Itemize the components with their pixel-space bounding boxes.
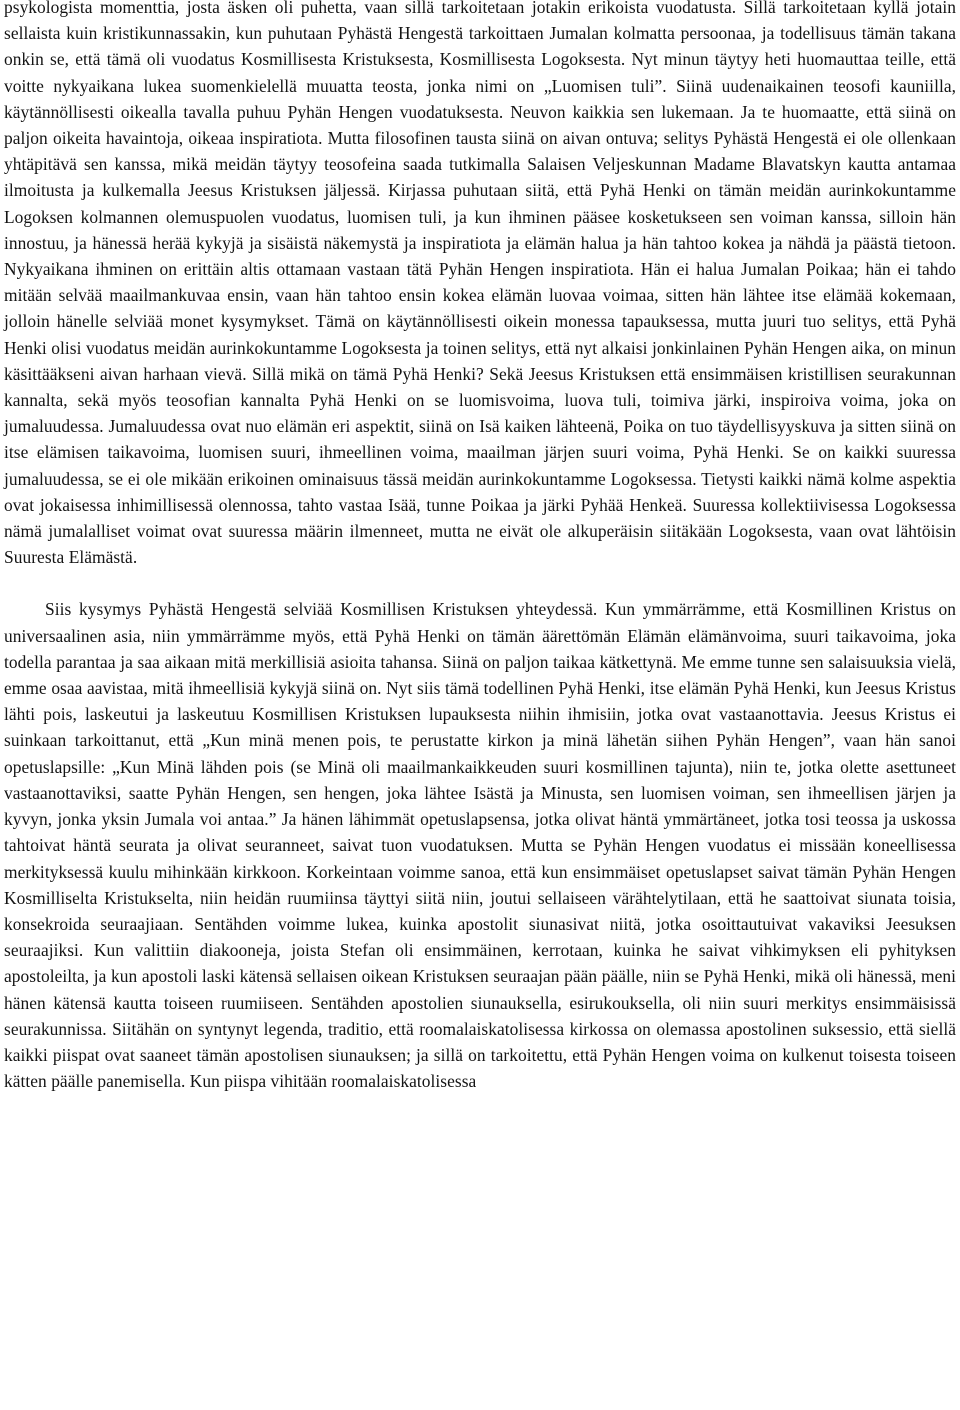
paragraph-2: Siis kysymys Pyhästä Hengestä selviää Kosmillisen Kristuksen yhteydessä. Kun ymmärrämme, että Kosmillinen Kristus on universaalinen asia, niin ymmärrämme myös, että Pyhä Henki on tämän äärettömän Elämän elämänvoima, suuri taikavoima, joka todella parantaa ja saa aikaan mitä merkillisiä asioita tahansa. Siinä on paljon taikaa kätkettynä. Me emme tunne sen salaisuuksia vielä, emme osaa aavistaa, mitä ihmeellisiä kykyjä siinä on. Nyt siis tämä todellinen Pyhä Henki, itse elämän Pyhä Henki, kun Jeesus Kristus lähti pois, laskeutui ja laskeutuu Kosmillisen Kristuksen lupauksesta niihin ihmisiin, jotka ovat vastaanottavia. Jeesus Kristus ei suinkaan tarkoittanut, että „Kun minä menen pois, te perustatte kirkon ja minä lähetän siihen Pyhän Hengen”, vaan hän sanoi opetuslapsille: „Kun Minä lähden pois (se Minä oli maailmankaikkeuden suuri kosmillinen tajunta), niin te, jotka olette asettuneet vastaanottaviksi, saatte Pyhän Hengen, sen hengen, joka lähtee Isästä ja Minusta, sen luomisen voiman, sen ihmeellisen järjen ja kyvyn, jonka yksin Jumala voi antaa.” Ja hänen lähimmät opetuslapsensa, jotka olivat häntä ymmärtäneet, jotka tosi teossa ja uskossa tahtoivat häntä seurata ja olivat seuranneet, saivat tuon vuodatuksen. Mutta se Pyhän Hengen vuodatus ei missään koneellisessa merkityksessä kuulu mihinkään kirkkoon. Korkeintaan voimme sanoa, että kun ensimmäiset opetuslapset saivat tämän Pyhän Hengen Kosmilliselta Kristukselta, niin heidän ruumiinsa täyttyi siitä niin, joutui sellaiseen värähtelytilaan, että he saattoivat siunata toisia, konsekroida seuraajiaan. Sentähden voimme lukea, kuinka apostolit siunasivat niitä, jotka osoittautuivat vakaviksi Jeesuksen seuraajiksi. Kun valittiin diakooneja, joista Stefan oli ensimmäinen, kerrotaan, kuinka he saivat vihkimyksen eli pyhityksen apostoleilta, ja kun apostoli laski kätensä sellaisen oikean Kristuksen seuraajan pään päälle, niin se Pyhä Henki, mikä oli hänessä, meni hänen kätensä kautta toiseen ruumiiseen. Sentähden apostolien siunauksella, esirukouksella, oli niin suuri merkitys ensimmäisissä seurakunnissa. Siitähän on syntynyt legenda, traditio, että roomalaiskatolisessa kirkossa on olemassa apostolinen suksessio, että siellä kaikki piispat ovat saaneet tämän apostolisen siunauksen; ja sillä on tarkoitettu, että Pyhän Hengen voima on kulkenut toisesta toiseen kätten päälle panemisella. Kun piispa vihitään roomalaiskatolisessa (4, 599, 956, 1092)
document-page (4, 0, 956, 1094)
paragraph-1: psykologista momenttia, josta äsken oli puhetta, vaan sillä tarkoitetaan jotakin erikoista vuodatusta. Sillä tarkoitetaan kyllä jotain sellaista kuin kristikunnassakin, kun puhutaan Pyhästä Hengestä tarkoittaen Jumalan kolmatta persoonaa, ja todellisuus tämän takana onkin se, että tämä oli vuodatus Kosmillisesta Kristuksesta, Kosmillisesta Logoksesta. Nyt minun täytyy heti huomauttaa teille, että voitte nykyaikana lukea suomenkielellä muuatta teosta, jonka nimi on „Luomisen tuli”. Siinä uudenaikainen teosofi kauniilla, käytännöllisesti oikealla tavalla puhuu Pyhän Hengen vuodatuksesta. Neuvon kaikkia sen lukemaan. Ja te huomaatte, että siinä on paljon oikeita havaintoja, oikeaa inspiratiota. Mutta filosofinen tausta siinä on aivan ontuva; selitys Pyhästä Hengestä ei ole ollenkaan yhtäpitävä sen kanssa, mikä meidän täytyy teosofeina saada tutkimalla Salaisen Veljeskunnan Madame Blavatskyn kautta antamaa ilmoitusta ja kulkemalla Jeesus Kristuksen jäljessä. Kirjassa puhutaan siitä, että Pyhä Henki on tämän meidän aurinkokuntamme Logoksen kolmannen olemuspuolen vuodatus, luomisen tuli, ja kun ihminen pääsee kosketukseen sen voiman kanssa, silloin hän innostuu, ja hänessä herää kykyjä ja sisäistä näkemystä ja inspiratiota ja elämän halua ja hän tahtoo kokea ja nähdä ja päästä tietoon. Nykyaikana ihminen on erittäin altis ottamaan vastaan tätä Pyhän Hengen inspiratiota. Hän ei halua Jumalan Poikaa; hän ei tahdo mitään selvää maailmankuvaa ensin, vaan hän tahtoo ensin kokea elämän luovaa voimaa, sitten hän lähtee itse elämää kokemaan, jolloin hänelle selviää monet kysymykset. Tämä on käytännöllisesti oikein monessa tapauksessa, mutta juuri tuo selitys, että Pyhä Henki olisi vuodatus meidän aurinkokuntamme Logoksesta ja toinen selitys, että nyt alkaisi jonkinlainen Pyhän Hengen aika, on minun käsittääkseni aivan harhaan vievä. Sillä mikä on tämä Pyhä Henki? Sekä Jeesus Kristuksen että ensimmäisen kristillisen seurakunnan kannalta, sekä myös teosofian kannalta Pyhä Henki on se luomisvoima, luova tuli, toimiva järki, inspiroiva voima, joka on jumaluudessa. Jumaluudessa ovat nuo elämän eri aspektit, siinä on Isä kaiken lähteenä, Poika on tuo täydellisyyskuva ja sitten siinä on itse elämisen taikavoima, luomisen suuri, ihmeellinen voima, maailman järjen suuri voima, Pyhä Henki. Se on kaikki suuressa jumaluudessa, se ei ole mikään erikoinen ominaisuus tässä meidän aurinkokuntamme Logoksessa. Tietysti kaikki nämä kolme aspektia ovat jokaisessa inhimillisessä olennossa, tahto vastaa Isää, tunne Poikaa ja järki Pyhää Henkeä. Suuressa kollektiivisessa Logoksessa nämä jumalalliset voimat ovat suuressa määrin ilmenneet, mutta ne eivät ole alkuperäisin siitäkään Logoksesta, vaan ovat lähtöisin Suuresta Elämästä. (4, 0, 956, 568)
